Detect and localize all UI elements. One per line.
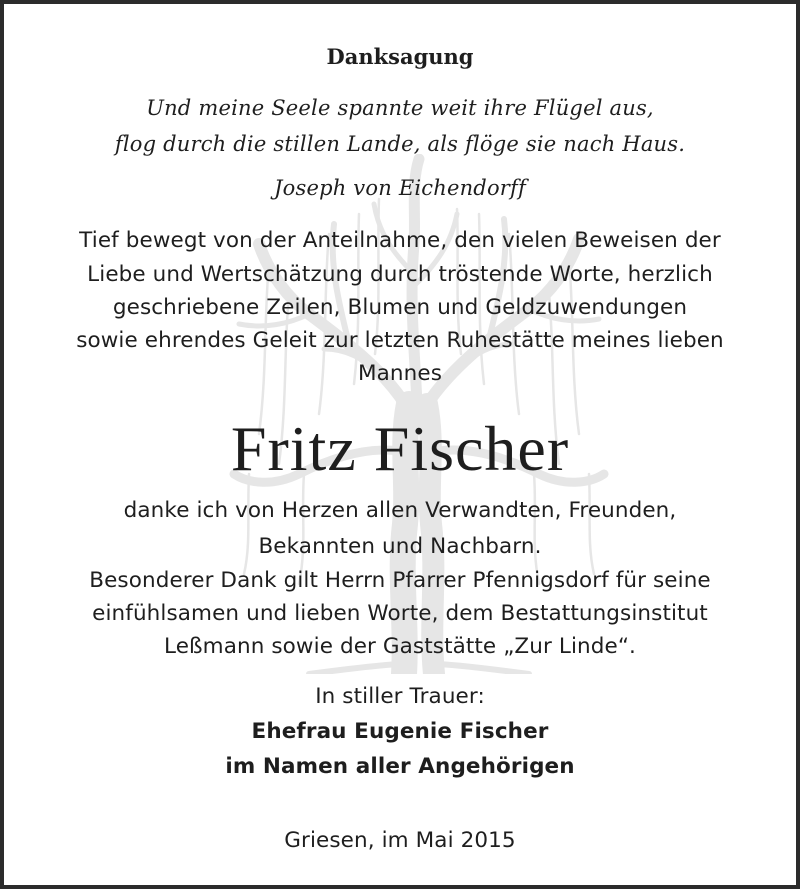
signatory: im Namen aller Angehörigen	[225, 754, 575, 779]
mourning-label: In stiller Trauer:	[315, 684, 485, 709]
quote-author: Joseph von Eichendorff	[274, 176, 526, 200]
intro-line: sowie ehrendes Geleit zur letzten Ruhestätte meines lieben	[76, 328, 724, 353]
thanks-line: einfühlsamen und lieben Worte, dem Bestattungsinstitut	[92, 601, 708, 626]
heading: Danksagung	[326, 44, 474, 69]
intro-line: Tief bewegt von der Anteilnahme, den vielen Beweisen der	[79, 228, 721, 253]
quote-line: Und meine Seele spannte weit ihre Flügel aus,	[146, 96, 654, 120]
place-date: Griesen, im Mai 2015	[284, 828, 516, 853]
thanks-line: danke ich von Herzen allen Verwandten, Freunden,	[123, 498, 677, 523]
thanks-line: Bekannten und Nachbarn.	[258, 534, 542, 559]
deceased-name: Fritz Fischer	[230, 413, 570, 484]
intro-line: Liebe und Wertschätzung durch tröstende Worte, herzlich	[87, 262, 713, 287]
signatory: Ehefrau Eugenie Fischer	[251, 719, 549, 744]
intro-line: Mannes	[357, 361, 442, 386]
quote-line: flog durch die stillen Lande, als flöge sie nach Haus.	[114, 132, 686, 156]
thanks-line: Besonderer Dank gilt Herrn Pfarrer Pfennigsdorf für seine	[89, 568, 711, 593]
intro-line: geschriebene Zeilen, Blumen und Geldzuwendungen	[112, 295, 688, 320]
thanks-line: Leßmann sowie der Gaststätte „Zur Linde“.	[164, 634, 636, 659]
